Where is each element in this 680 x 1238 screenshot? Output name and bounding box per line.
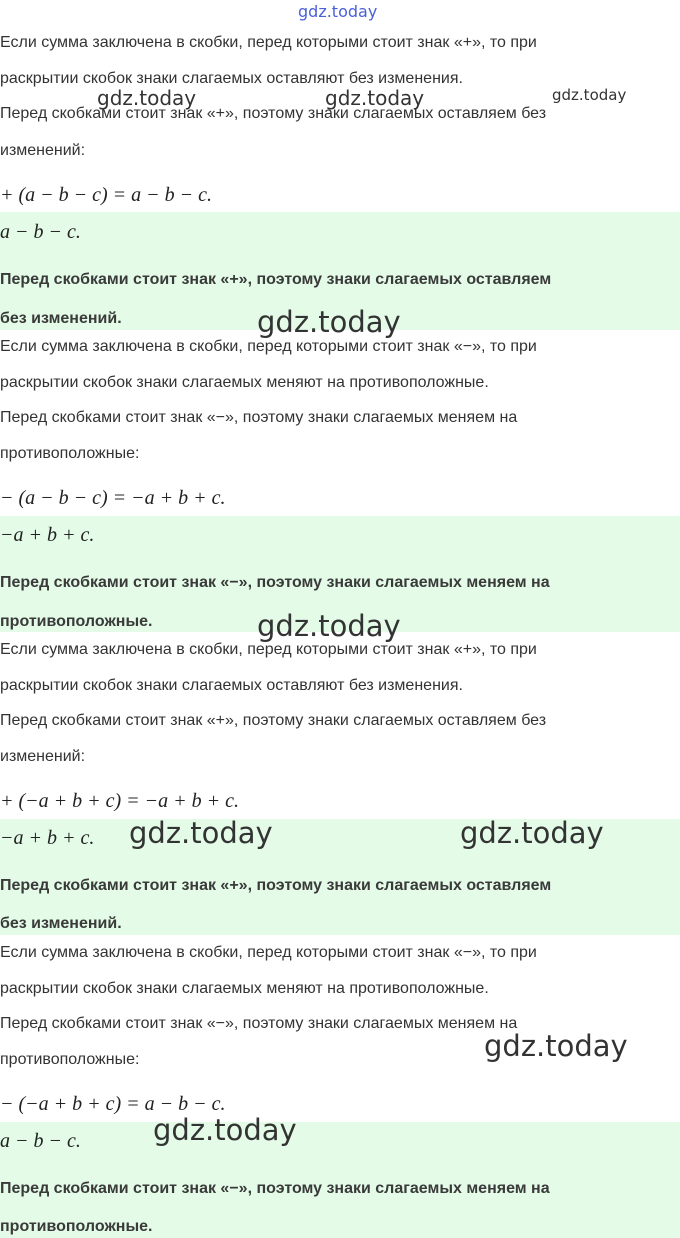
watermark: gdz.today [257,609,401,643]
watermark-top: gdz.today [298,2,378,21]
note-line-2: изменений: [0,142,86,159]
answer-note-line-2: без изменений. [0,915,122,932]
note-line-1: Перед скобками стоит знак «+», поэтому знаки слагаемых оставляем без [0,105,547,122]
answer: −a + b + c. [0,827,95,849]
watermark: gdz.today [325,86,425,110]
rule-line-1: Если сумма заключена в скобки, перед которыми стоит знак «−», то при [0,944,537,961]
rule-line-2: раскрытии скобок знаки слагаемых оставляют без изменения. [0,677,463,694]
watermark: gdz.today [460,816,604,850]
rule-line-2: раскрытии скобок знаки слагаемых меняют на противоположные. [0,374,489,391]
watermark: gdz.today [257,305,401,339]
watermark: gdz.today [552,86,627,104]
answer-note-line-2: противоположные. [0,613,153,630]
watermark: gdz.today [153,1113,297,1147]
answer-note-line-1: Перед скобками стоит знак «+», поэтому знаки слагаемых оставляем [0,271,552,288]
watermark: gdz.today [97,86,197,110]
rule-line-2: раскрытии скобок знаки слагаемых меняют на противоположные. [0,980,489,997]
watermark: gdz.today [129,816,273,850]
note-line-1: Перед скобками стоит знак «−», поэтому знаки слагаемых меняем на [0,409,518,426]
rule-line-1: Если сумма заключена в скобки, перед которыми стоит знак «+», то при [0,34,537,51]
equation: − (−a + b + c) = a − b − c. [0,1093,226,1115]
equation: + (−a + b + c) = −a + b + c. [0,790,240,812]
rule-line-1: Если сумма заключена в скобки, перед которыми стоит знак «−», то при [0,338,537,355]
answer-note-line-1: Перед скобками стоит знак «+», поэтому знаки слагаемых оставляем [0,877,552,894]
equation: − (a − b − c) = −a + b + c. [0,487,226,509]
rule-line-2: раскрытии скобок знаки слагаемых оставляют без изменения. [0,70,463,87]
answer: a − b − c. [0,221,81,243]
answer-note-line-1: Перед скобками стоит знак «−», поэтому знаки слагаемых меняем на [0,574,550,591]
answer-note-line-1: Перед скобками стоит знак «−», поэтому знаки слагаемых меняем на [0,1180,550,1197]
equation: + (a − b − c) = a − b − c. [0,184,213,206]
note-line-2: противоположные: [0,1051,140,1068]
note-line-2: противоположные: [0,445,140,462]
rule-line-1: Если сумма заключена в скобки, перед которыми стоит знак «+», то при [0,641,537,658]
answer-note-line-2: противоположные. [0,1218,153,1235]
note-line-1: Перед скобками стоит знак «−», поэтому знаки слагаемых меняем на [0,1015,518,1032]
note-line-2: изменений: [0,748,86,765]
answer-note-line-2: без изменений. [0,310,122,327]
watermark: gdz.today [484,1029,628,1063]
answer: −a + b + c. [0,524,95,546]
note-line-1: Перед скобками стоит знак «+», поэтому знаки слагаемых оставляем без [0,712,547,729]
answer: a − b − c. [0,1130,81,1152]
